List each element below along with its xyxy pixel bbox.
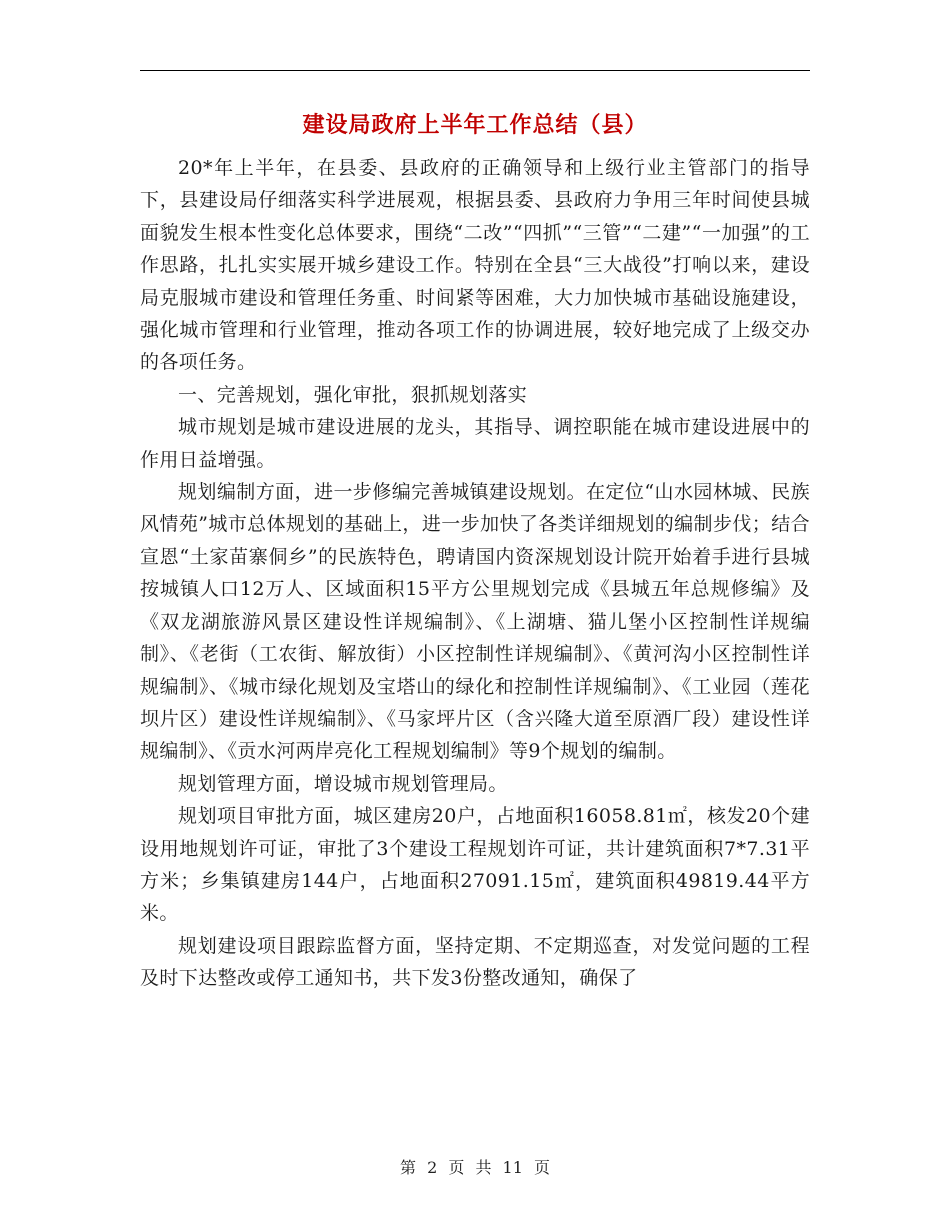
section-heading-1: 一、完善规划，强化审批，狠抓规划落实 [178, 383, 528, 406]
paragraph-intro: 20*年上半年，在县委、县政府的正确领导和上级行业主管部门的指导下，县建设局仔细落实科学进展观，根据县委、县政府力争用三年时间使县城面貌发生根本性变化总体要求，围绕“二改”“四抓”“三管”“二建”“一加强”的工作思路，扎扎实实展开城乡建设工作。特别在全县“三大战役”打响以来，建设局克服城市建设和管理任务重、时间紧等困难，大力加快城市基础设施建设，强化城市管理和行业管理，推动各项工作的协调进展，较好地完成了上级交办的各项任务。 [140, 157, 810, 374]
header-rule [140, 70, 810, 71]
paragraph-planning-compilation: 规划编制方面，进一步修编完善城镇建设规划。在定位“山水园林城、民族风情苑”城市总体规划的基础上，进一步加快了各类详细规划的编制步伐；结合宣恩“土家苗寨侗乡”的民族特色，聘请国内资深规划设计院开始着手进行县城按城镇人口12万人、区域面积15平方公里规划完成《县城五年总规修编》及《双龙湖旅游风景区建设性详规编制》、《上湖塘、猫儿堡小区控制性详规编制》、《老街（工农街、解放街）小区控制性详规编制》、《黄河沟小区控制性详规编制》、《城市绿化规划及宝塔山的绿化和控制性详规编制》、《工业园（莲花坝片区）建设性详规编制》、《马家坪片区（含兴隆大道至原酒厂段）建设性详规编制》、《贡水河两岸亮化工程规划编制》等9个规划的编制。 [140, 481, 810, 763]
paragraph-planning-role: 城市规划是城市建设进展的龙头，其指导、调控职能在城市建设进展中的作用日益增强。 [140, 416, 810, 471]
paragraph-project-supervision: 规划建设项目跟踪监督方面，坚持定期、不定期巡查，对发觉问题的工程及时下达整改或停工通知书，共下发3份整改通知，确保了 [140, 934, 810, 990]
document-body [140, 152, 810, 995]
page-number: 第 2 页 共 11 页 [400, 1158, 550, 1177]
paragraph-planning-management: 规划管理方面，增设城市规划管理局。 [178, 772, 508, 795]
paragraph-project-approval: 规划项目审批方面，城区建房20户，占地面积16058.81㎡，核发20个建设用地规划许可证，审批了3个建设工程规划许可证，共计建筑面积7*7.31平方米；乡集镇建房144户，占地面积27091.15㎡，建筑面积49819.44平方米。 [140, 805, 810, 925]
document-title: 建设局政府上半年工作总结（县） [302, 112, 648, 138]
